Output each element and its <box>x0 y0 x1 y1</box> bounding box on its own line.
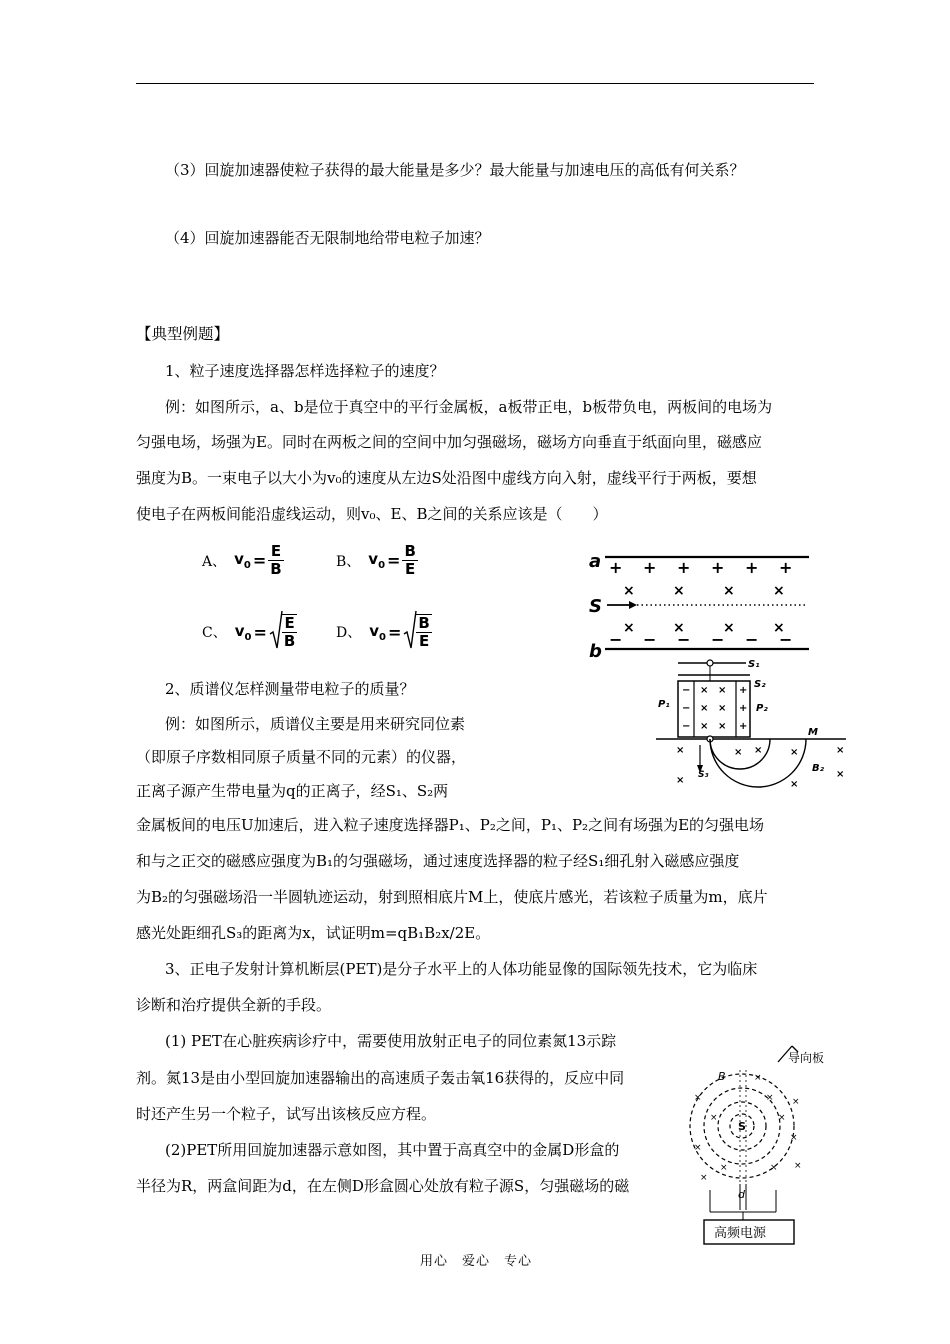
svg-text:−: − <box>682 721 691 732</box>
svg-text:+: + <box>779 558 793 577</box>
section-title: 【典型例题】 <box>136 325 230 343</box>
ex3-part2-line: 半径为R，两盒间距为d，在左侧D形盒圆心处放有粒子源S，匀强磁场的磁 <box>136 1177 630 1195</box>
svg-text:×: × <box>720 1163 728 1173</box>
beam-arrowhead <box>629 601 637 609</box>
ex3-part2-line: (2)PET所用回旋加速器示意如图，其中置于高真空中的金属D形盒的 <box>165 1141 620 1159</box>
question-3: （3）回旋加速器使粒子获得的最大能量是多少？最大能量与加速电压的高低有何关系？ <box>165 161 745 179</box>
ex1-line: 匀强电场，场强为E。同时在两板之间的空间中加匀强磁场，磁场方向垂直于纸面向里，磁感应 <box>136 433 762 451</box>
svg-text:−: − <box>677 630 691 649</box>
svg-text:×: × <box>734 747 743 758</box>
ex3-line: 3、正电子发射计算机断层(PET)是分子水平上的人体功能显像的国际领先技术，它为临床 <box>165 960 758 978</box>
ex2-line: （即原子序数相同原子质量不同的元素）的仪器， <box>136 748 467 766</box>
minus-charges <box>609 630 792 649</box>
svg-text:×: × <box>770 1163 778 1173</box>
source-s-label: S <box>589 596 602 617</box>
svg-text:+: + <box>711 558 725 577</box>
svg-text:导向板: 导向板 <box>788 1051 825 1065</box>
svg-text:×: × <box>773 620 785 636</box>
ex1-line: 强度为B。一束电子以大小为v₀的速度从左边S处沿图中虚线方向入射，虚线平行于两板，要想 <box>136 469 757 487</box>
svg-text:S₂: S₂ <box>754 679 766 690</box>
svg-text:+: + <box>677 558 691 577</box>
plate-b-label: b <box>589 641 602 662</box>
svg-text:×: × <box>723 583 735 599</box>
plate-a-label: a <box>589 551 602 572</box>
svg-text:×: × <box>700 721 709 732</box>
ex2-line: 正离子源产生带电量为q的正离子，经S₁、S₂两 <box>136 782 449 800</box>
svg-text:+: + <box>643 558 657 577</box>
ex1-heading: 1、粒子速度选择器怎样选择粒子的速度？ <box>165 362 445 380</box>
svg-text:−: − <box>779 630 793 649</box>
svg-text:×: × <box>718 703 727 714</box>
svg-text:×: × <box>718 721 727 732</box>
mass-spectrometer-figure <box>650 655 855 797</box>
svg-text:+: + <box>739 703 748 714</box>
svg-text:d: d <box>738 1188 745 1201</box>
svg-text:M: M <box>808 727 818 738</box>
svg-text:×: × <box>790 1133 798 1143</box>
svg-text:×: × <box>778 1113 786 1123</box>
svg-text:×: × <box>623 583 635 599</box>
svg-text:×: × <box>723 620 735 636</box>
svg-text:×: × <box>676 745 685 756</box>
ex2-line: 和与之正交的磁感应强度为B₁的匀强磁场，通过速度选择器的粒子经S₁细孔射入磁感应强度 <box>136 852 740 870</box>
svg-text:×: × <box>792 1097 800 1107</box>
svg-text:×: × <box>836 769 845 780</box>
svg-text:×: × <box>623 620 635 636</box>
svg-text:×: × <box>754 745 763 756</box>
svg-text:×: × <box>718 685 727 696</box>
svg-text:×: × <box>673 620 685 636</box>
header-rule <box>136 83 814 84</box>
svg-text:−: − <box>682 703 691 714</box>
svg-text:P₂: P₂ <box>756 703 768 714</box>
ex3-part1-line: (1) PET在心脏疾病诊疗中，需要使用放射正电子的同位素氮13示踪 <box>165 1032 617 1050</box>
svg-text:B₂: B₂ <box>812 763 825 774</box>
svg-text:×: × <box>754 1073 762 1083</box>
option-a[interactable]: A、 $v_0$ = $\frac{E}{B}$ <box>202 542 282 578</box>
option-b[interactable]: B、 $v_0$ = $\frac{B}{E}$ <box>336 542 416 578</box>
svg-text:−: − <box>745 630 759 649</box>
sqrt-symbol <box>269 610 283 654</box>
field-crosses-top <box>623 583 785 599</box>
svg-text:−: − <box>711 630 725 649</box>
svg-text:×: × <box>694 1143 702 1153</box>
svg-text:+: + <box>739 685 748 696</box>
ex2-line: 为B₂的匀强磁场沿一半圆轨迹运动，射到照相底片M上，使底片感光，若该粒子质量为m，底片 <box>136 888 768 906</box>
plus-charges <box>609 558 792 577</box>
ex2-heading: 2、质谱仪怎样测量带电粒子的质量？ <box>165 680 415 698</box>
ex2-line: 例：如图所示，质谱仪主要是用来研究同位素 <box>165 715 466 733</box>
svg-text:×: × <box>700 1173 708 1183</box>
velocity-selector-figure <box>585 545 815 663</box>
cyclotron-figure <box>680 1040 840 1248</box>
svg-text:S₁: S₁ <box>748 659 760 670</box>
svg-text:×: × <box>766 1093 774 1103</box>
ex3-part1-line: 时还产生另一个粒子，试写出该核反应方程。 <box>136 1105 437 1123</box>
svg-text:S₃: S₃ <box>698 770 709 780</box>
svg-text:−: − <box>609 630 623 649</box>
svg-text:×: × <box>790 747 799 758</box>
ex1-line: 使电子在两板间能沿虚线运动，则v₀、E、B之间的关系应该是（ ） <box>136 505 608 523</box>
svg-text:×: × <box>700 685 709 696</box>
svg-text:×: × <box>676 775 685 786</box>
footer-text: 用心 爱心 专心 <box>420 1254 533 1269</box>
svg-text:B: B <box>718 1070 726 1083</box>
ex3-part1-line: 剂。氮13是由小型回旋加速器输出的高速质子轰击氧16获得的，反应中同 <box>136 1069 625 1087</box>
svg-text:−: − <box>643 630 657 649</box>
svg-text:×: × <box>794 1161 802 1171</box>
ex3-line: 诊断和治疗提供全新的手段。 <box>136 996 332 1014</box>
svg-text:S: S <box>738 1120 746 1133</box>
option-c[interactable]: C、 $v_0$ = $\frac{E}{B}$ <box>202 610 297 654</box>
svg-text:高频电源: 高频电源 <box>714 1226 767 1241</box>
svg-text:×: × <box>790 779 799 790</box>
svg-text:×: × <box>673 583 685 599</box>
svg-text:×: × <box>700 703 709 714</box>
sqrt-symbol <box>403 610 417 654</box>
svg-text:−: − <box>682 685 691 696</box>
svg-text:+: + <box>739 721 748 732</box>
svg-text:×: × <box>836 745 845 756</box>
svg-text:+: + <box>609 558 623 577</box>
svg-text:+: + <box>745 558 759 577</box>
svg-text:×: × <box>710 1113 718 1123</box>
ex2-line: 金属板间的电压U加速后，进入粒子速度选择器P₁、P₂之间，P₁、P₂之间有场强为E的匀强电场 <box>136 816 765 834</box>
svg-text:P₁: P₁ <box>658 699 670 710</box>
ex2-line: 感光处距细孔S₃的距离为x，试证明m=qB₁B₂x/2E。 <box>136 924 491 942</box>
option-d[interactable]: D、 $v_0$ = $\frac{B}{E}$ <box>336 610 432 654</box>
question-4: （4）回旋加速器能否无限制地给带电粒子加速？ <box>165 229 490 247</box>
ex1-line: 例：如图所示，a、b是位于真空中的平行金属板，a板带正电，b板带负电，两板间的电场为 <box>165 398 773 416</box>
svg-text:×: × <box>773 583 785 599</box>
svg-text:×: × <box>694 1093 702 1103</box>
